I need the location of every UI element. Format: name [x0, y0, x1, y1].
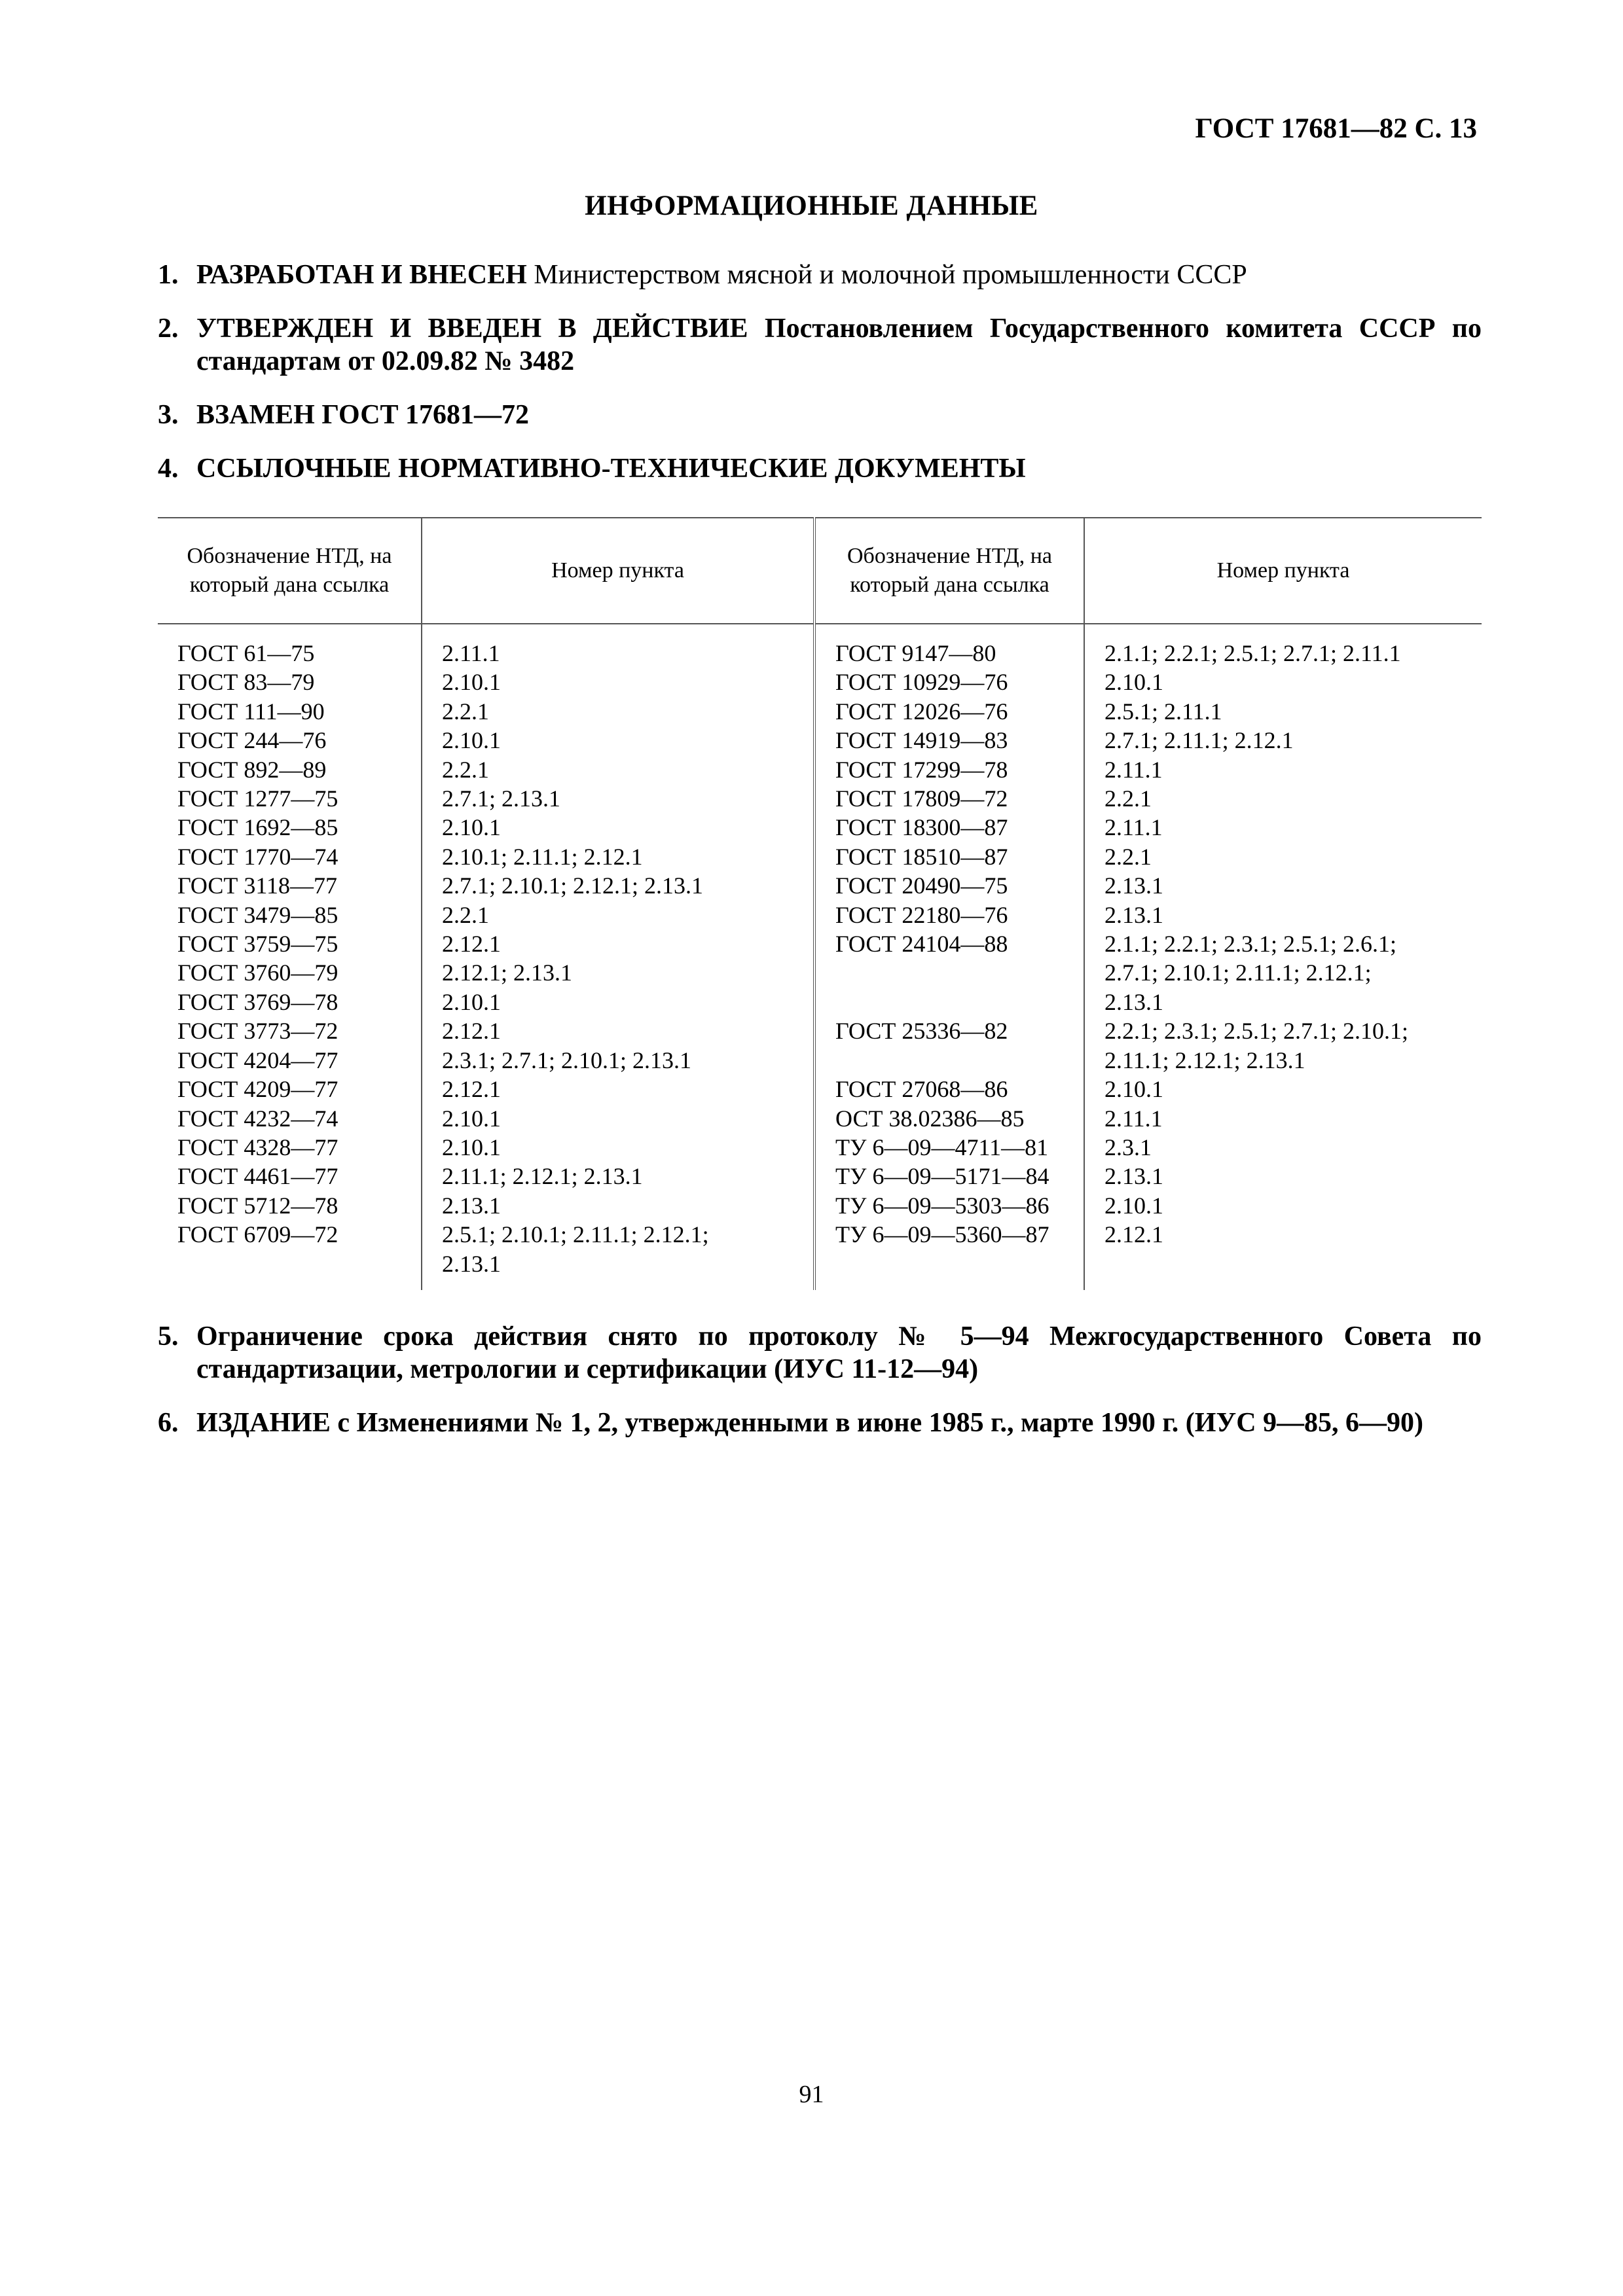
table-body-row [158, 639, 1482, 1278]
info-item-3 [158, 399, 1482, 431]
left-documents-cell: ГОСТ 61—75 ГОСТ 83—79 ГОСТ 111—90 ГОСТ 244—76 ГОСТ 892—89 ГОСТ 1277—75 ГОСТ 1692—85 ГОСТ 1770—74 ГОСТ 3118—77 ГОСТ 3479—85 ГОСТ 3759—75 ГОСТ 3760—79 ГОСТ 3769—78 ГОСТ 3773—72 ГОСТ 4204—77 ГОСТ 4209—77 ГОСТ 4232—74 ГОСТ 4328—77 ГОСТ 4461—77 ГОСТ 5712—78 ГОСТ 6709—72 [158, 639, 422, 1278]
item-number: 5. [158, 1321, 179, 1352]
info-items [158, 259, 1482, 506]
item-number: 4. [158, 454, 179, 484]
item-bold: ССЫЛОЧНЫЕ НОРМАТИВНО-ТЕХНИЧЕСКИЕ ДОКУМЕНТЫ [196, 454, 1026, 484]
info-items-continued [158, 1320, 1482, 1460]
item-bold: УТВЕРЖДЕН И ВВЕДЕН В ДЕЙСТВИЕ [196, 314, 748, 344]
item-number: 3. [158, 400, 179, 430]
item-text: Министерством мясной и молочной промышленности СССР [526, 260, 1247, 290]
column-header-document: Обозначение НТД, на который дана ссылка [814, 518, 1084, 624]
references-table [158, 517, 1482, 1290]
info-item-1 [158, 259, 1482, 291]
item-bold: ВЗАМЕН ГОСТ 17681—72 [196, 400, 530, 430]
right-clauses-cell: 2.1.1; 2.2.1; 2.5.1; 2.7.1; 2.11.1 2.10.1 2.5.1; 2.11.1 2.7.1; 2.11.1; 2.12.1 2.11.1 2.2.1 2.11.1 2.2.1 2.13.1 2.13.1 2.1.1; 2.2.1; 2.3.1; 2.5.1; 2.6.1; 2.7.1; 2.10.1; 2.11.1; 2.12.1; 2.13.1 2.2.1; 2.3.1; 2.5.1; 2.7.1; 2.10.1; 2.11.1; 2.12.1; 2.13.1 2.10.1 2.11.1 2.3.1 2.13.1 2.10.1 2.12.1 [1104, 640, 1409, 1248]
item-text: Ограничение срока действия снято по протоколу № 5—94 Межгосударственного Совета по стандартизации, метрологии и сертификации (ИУС 11-12—94) [196, 1321, 1482, 1384]
info-item-2 [158, 312, 1482, 378]
right-documents-cell: ГОСТ 9147—80 ГОСТ 10929—76 ГОСТ 12026—76 ГОСТ 14919—83 ГОСТ 17299—78 ГОСТ 17809—72 ГОСТ 18300—87 ГОСТ 18510—87 ГОСТ 20490—75 ГОСТ 22180—76 ГОСТ 24104—88 ГОСТ 25336—82 ГОСТ 27068—86 ОСТ 38.02386—85 ТУ 6—09—4711—81 ТУ 6—09—5171—84 ТУ 6—09—5303—86 ТУ 6—09—5360—87 [814, 639, 1084, 1278]
info-item-6 [158, 1407, 1482, 1439]
page-number: 91 [799, 2081, 824, 2108]
info-item-4 [158, 452, 1482, 485]
info-item-5 [158, 1320, 1482, 1386]
column-header-clause: Номер пункта [1084, 518, 1482, 624]
item-number: 2. [158, 314, 179, 344]
column-header-clause: Номер пункта [422, 518, 814, 624]
item-text: Постановлением Государственного комитета СССР по стандартам от 02.09.82 № 3482 [196, 314, 1482, 376]
left-clauses-cell: 2.11.1 2.10.1 2.2.1 2.10.1 2.2.1 2.7.1; 2.13.1 2.10.1 2.10.1; 2.11.1; 2.12.1 2.7.1; 2.10.1; 2.12.1; 2.13.1 2.2.1 2.12.1 2.12.1; 2.13.1 2.10.1 2.12.1 2.3.1; 2.7.1; 2.10.1; 2.13.1 2.12.1 2.10.1 2.10.1 2.11.1; 2.12.1; 2.13.1 2.13.1 2.5.1; 2.10.1; 2.11.1; 2.12.1; 2.13.1 [422, 639, 814, 1278]
item-bold: ИЗДАНИЕ [196, 1408, 331, 1438]
column-header-document: Обозначение НТД, на который дана ссылка [158, 518, 422, 624]
item-number: 1. [158, 260, 179, 290]
table-header-row [158, 518, 1482, 624]
page-header: ГОСТ 17681—82 С. 13 [1195, 113, 1477, 144]
page-title: ИНФОРМАЦИОННЫЕ ДАННЫЕ [585, 190, 1038, 221]
item-bold: РАЗРАБОТАН И ВНЕСЕН [196, 260, 527, 290]
item-text: с Изменениями № 1, 2, утвержденными в июне 1985 г., марте 1990 г. (ИУС 9—85, 6—90) [330, 1408, 1424, 1438]
item-number: 6. [158, 1408, 179, 1438]
